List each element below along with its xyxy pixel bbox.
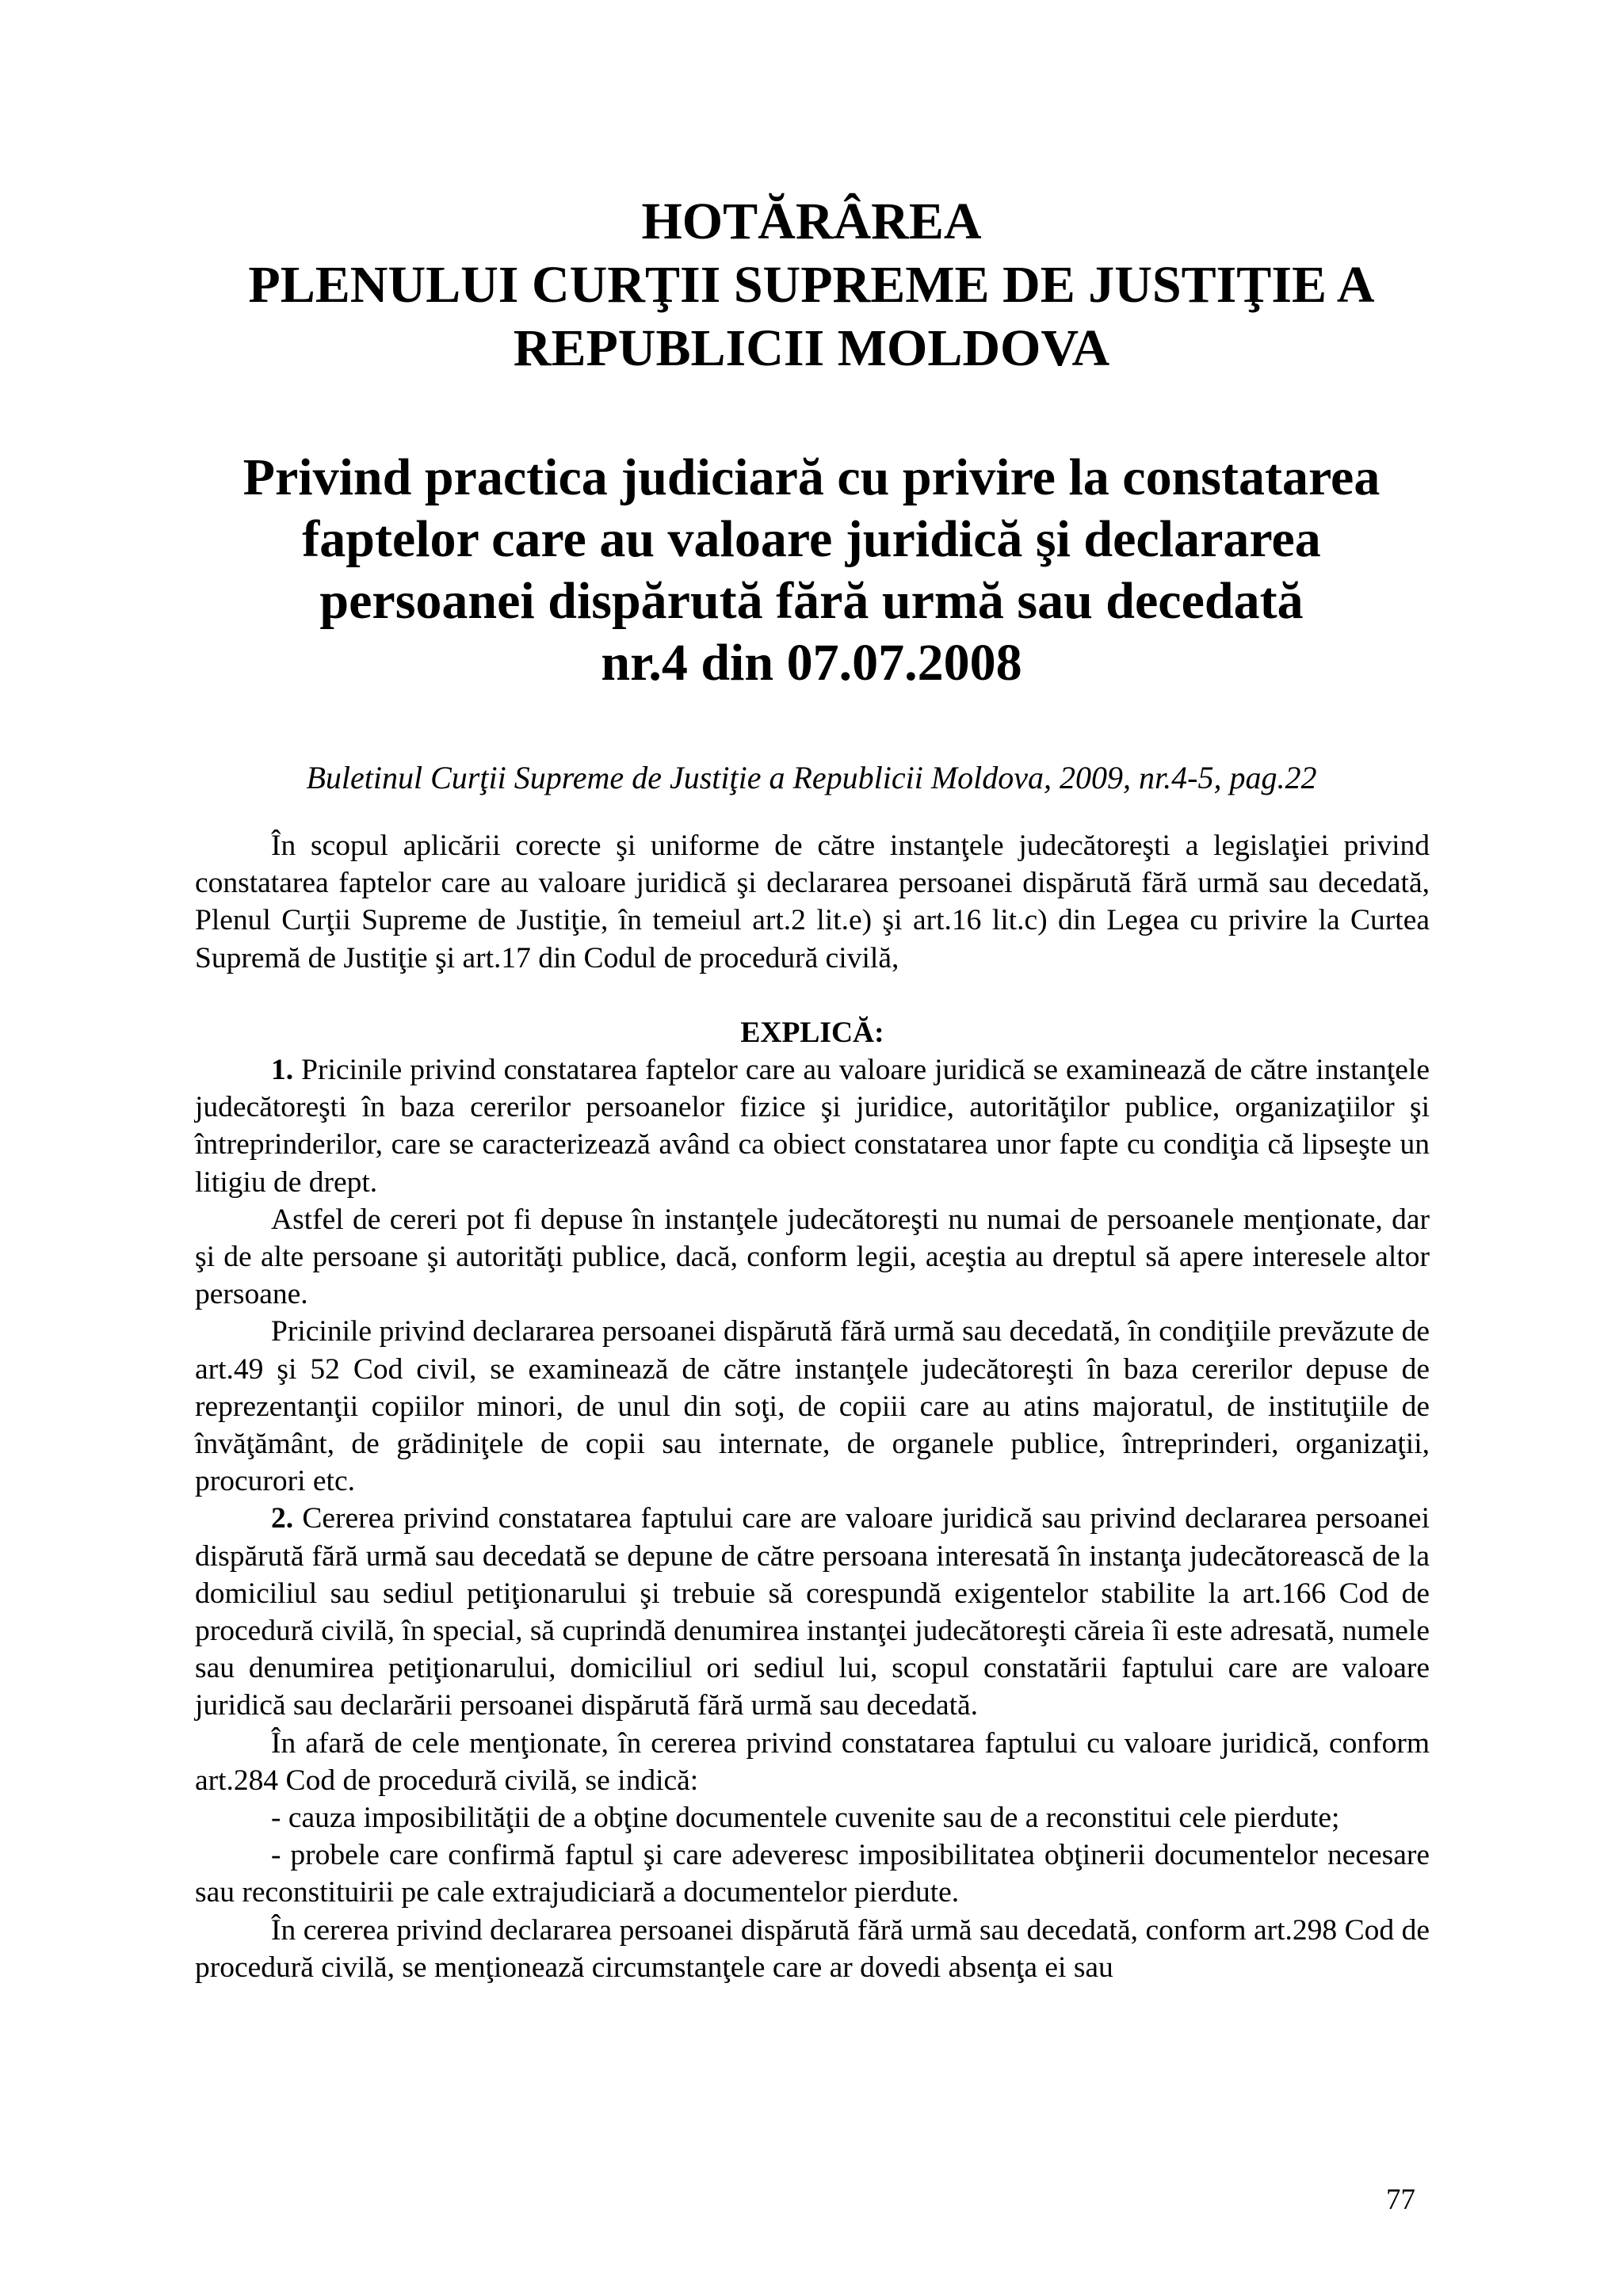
paragraph-number: 1. (271, 1054, 294, 1087)
document-body (195, 827, 1430, 1986)
paragraph-6: - cauza imposibilităţii de a obţine documentele cuvenite sau de a reconstitui cele pierdute; (271, 1802, 1340, 1835)
paragraph-7: - probele care confirmă faptul şi care adeveresc imposibilitatea obţinerii documentelor necesare sau reconstituirii pe cale extrajudiciară a documentelor pierdute. (195, 1839, 1430, 1909)
paragraph-3: Pricinile privind declararea persoanei dispărută fără urmă sau decedată, în condiţiile prevăzute de art.49 şi 52 Cod civil, se examinează de către instanţele judecătoreşti în baza cererilor depuse de reprezentanţii copiilor minori, de unul din soţi, de copiii care au atins majoratul, de instituţiile de învăţământ, de grădiniţele de copii sau internate, de organele publice, întreprinderi, organizaţii, procurori etc. (195, 1315, 1430, 1498)
subtitle-line-4: nr.4 din 07.07.2008 (601, 634, 1022, 692)
title-line-2: PLENULUI CURŢII SUPREME DE JUSTIŢIE A (248, 256, 1375, 314)
paragraph-text: Pricinile privind constatarea faptelor care au valoare juridică se examinează de către instanţele judecătoreşti în baza cererilor persoanelor fizice şi juridice, autorităţilor publice, organizaţiilor şi întreprinderilor, care se caracterizează având ca obiect constatarea unor fapte cu condiţia că lipseşte un litigiu de drept. (195, 1054, 1430, 1199)
paragraph-1 (195, 1051, 1430, 1201)
paragraph-number: 2. (271, 1502, 294, 1535)
paragraph-8: În cererea privind declararea persoanei dispărută fără urmă sau decedată, conform art.298 Cod de procedură civilă, se menţionează circumstanţele care ar dovedi absenţa ei sau (195, 1913, 1430, 1984)
document-subtitle (158, 447, 1465, 694)
paragraph-5: În afară de cele menţionate, în cererea privind constatarea faptului cu valoare juridică, conform art.284 Cod de procedură civilă, se indică: (195, 1726, 1430, 1797)
paragraph-2: Astfel de cereri pot fi depuse în instanţele judecătoreşti nu numai de persoanele menţionate, dar şi de alte persoane şi autorităţi publice, dacă, conform legii, aceştia au dreptul să apere interesele altor persoane. (195, 1203, 1430, 1311)
paragraph-text: Cererea privind constatarea faptului care are valoare juridică sau privind declararea persoanei dispărută fără urmă sau decedată se depune de către persoana interesată în instanţa judecătorească de la domiciliul sau sediul petiţionarului şi trebuie să corespundă exigentelor stabilite la art.166 Cod de procedură civilă, în special, să cuprindă denumirea instanţei judecătoreşti căreia îi este adresată, numele sau denumirea petiţionarului, domiciliul ori sediul lui, scopul constatării faptului care are valoare juridică sau declarării persoanei dispărută fără urmă sau decedată. (195, 1502, 1430, 1722)
subtitle-line-1: Privind practica judiciară cu privire la constatarea (242, 448, 1381, 506)
document-title (158, 190, 1465, 380)
page-number: 77 (1386, 2183, 1415, 2216)
intro-paragraph: În scopul aplicării corecte şi uniforme de către instanţele judecătoreşti a legislaţiei privind constatarea faptelor care au valoare juridică şi declararea persoanei dispărută fără urmă sau decedată, Plenul Curţii Supreme de Justiţie, în temeiul art.2 lit.e) şi art.16 lit.c) din Legea cu privire la Curtea Supremă de Justiţie şi art.17 din Codul de procedură civilă, (195, 830, 1430, 974)
subtitle-line-2: faptelor care au valoare juridică şi declararea (302, 510, 1321, 568)
paragraph-4 (195, 1500, 1430, 1724)
title-line-1: HOTĂRÂREA (641, 193, 982, 250)
section-heading: EXPLICĂ: (740, 1016, 884, 1049)
subtitle-line-3: persoanei dispărută fără urmă sau decedată (319, 572, 1304, 630)
title-line-3: REPUBLICII MOLDOVA (513, 319, 1110, 377)
source-citation: Buletinul Curţii Supreme de Justiţie a Republicii Moldova, 2009, nr.4-5, pag.22 (306, 760, 1317, 795)
